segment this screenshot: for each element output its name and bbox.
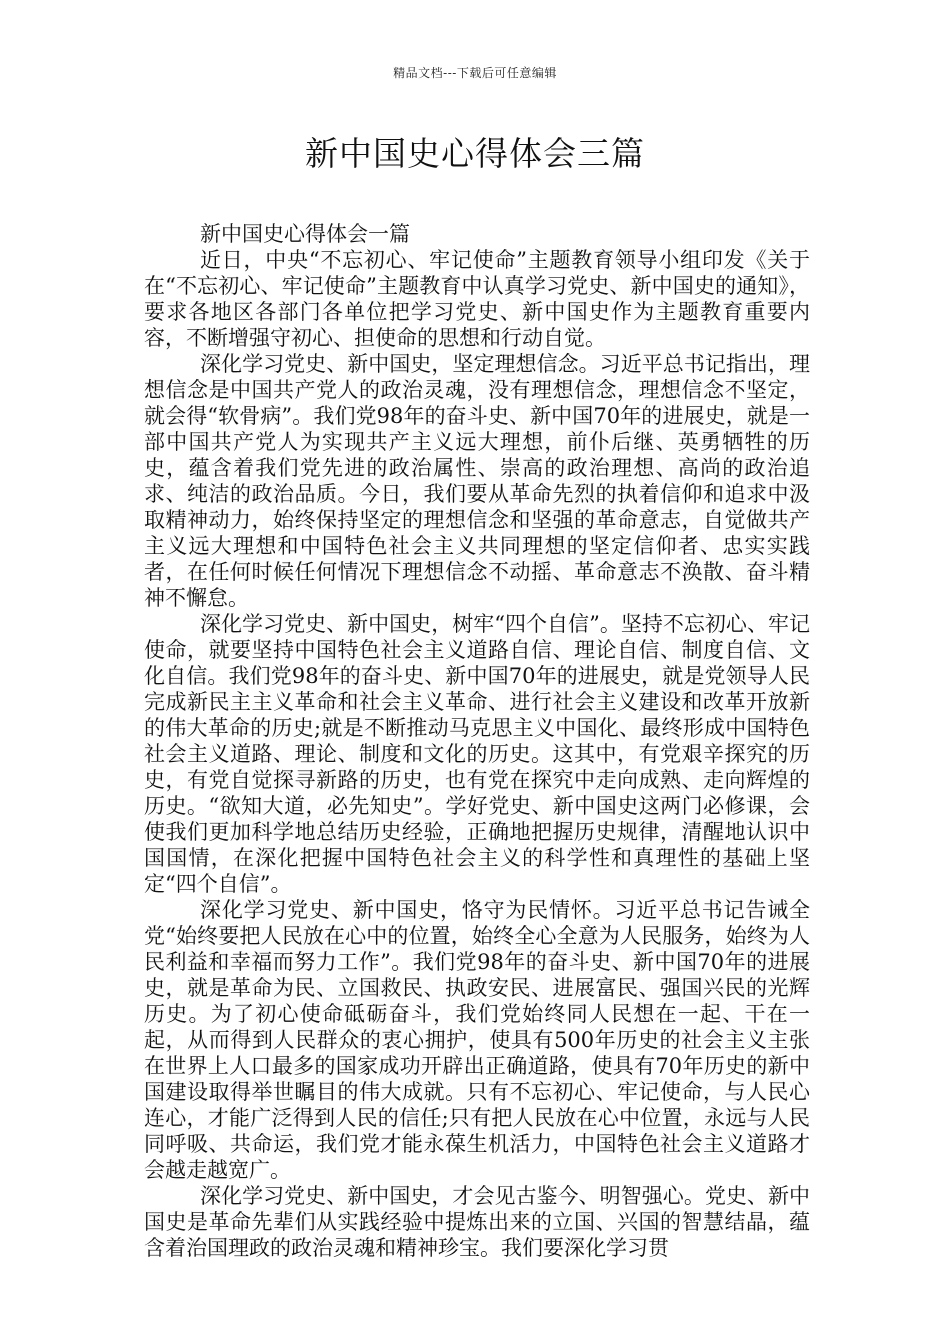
paragraph-history-wisdom: 深化学习党史、新中国史，才会见古鉴今、明智强心。党史、新中国史是革命先辈们从实践经验中提炼出来的立国、兴国的智慧结晶，蕴含着治国理政的政治灵魂和精神珍宝。我们要深化学习贯: [144, 1184, 810, 1260]
paragraph-four-confidences: 深化学习党史、新中国史，树牢“四个自信”。坚持不忘初心、牢记使命，就要坚持中国特色社会主义道路自信、理论自信、制度自信、文化自信。我们党98年的奋斗史、新中国70年的进展史，就是党领导人民完成新民主主义革命和社会主义革命、进行社会主义建设和改革开放新的伟大革命的历史;就是不断推动马克思主义中国化、最终形成中国特色社会主义道路、理论、制度和文化的历史。这其中，有党艰辛探究的历史，有党自觉探寻新路的历史，也有党在探究中走向成熟、走向辉煌的历史。“欲知大道，必先知史”。学好党史、新中国史这两门必修课，会使我们更加科学地总结历史经验，正确地把握历史规律，清醒地认识中国国情，在深化把握中国特色社会主义的科学性和真理性的基础上坚定“四个自信”。: [144, 612, 810, 896]
paragraph-ideals: 深化学习党史、新中国史，坚定理想信念。习近平总书记指出，理想信念是中国共产党人的政治灵魂，没有理想信念，理想信念不坚定，就会得“软骨病”。我们党98年的奋斗史、新中国70年的进展史，就是一部中国共产党人为实现共产主义远大理想，前仆后继、英勇牺牲的历史，蕴含着我们党先进的政治属性、崇高的政治理想、高尚的政治追求、纯洁的政治品质。今日，我们要从革命先烈的执着信仰和追求中汲取精神动力，始终保持坚定的理想信念和坚强的革命意志，自觉做共产主义远大理想和中国特色社会主义共同理想的坚定信仰者、忠实实践者，在任何时候任何情况下理想信念不动摇、革命意志不涣散、奋斗精神不懈怠。: [144, 352, 810, 610]
document-title: 新中国史心得体会三篇: [305, 134, 645, 173]
document-body: [144, 221, 810, 1261]
paragraph-intro: 近日，中央“不忘初心、牢记使命”主题教育领导小组印发《关于在“不忘初心、牢记使命”主题教育中认真学习党史、新中国史的通知》，要求各地区各部门各单位把学习党史、新中国史作为主题教育重要内容，不断增强守初心、担使命的思想和行动自觉。: [144, 248, 810, 350]
paragraph-people: 深化学习党史、新中国史，恪守为民情怀。习近平总书记告诫全党“始终要把人民放在心中的位置，始终全心全意为人民服务，始终为人民利益和幸福而努力工作”。我们党98年的奋斗史、新中国70年的进展史，就是革命为民、立国救民、执政安民、进展富民、强国兴民的光辉历史。为了初心使命砥砺奋斗，我们党始终同人民想在一起、干在一起，从而得到人民群众的衷心拥护，使具有500年历史的社会主义主张在世界上人口最多的国家成功开辟出正确道路，使具有70年历史的新中国建设取得举世瞩目的伟大成就。只有不忘初心、牢记使命，与人民心连心，才能广泛得到人民的信任;只有把人民放在心中位置，永远与人民同呼吸、共命运，我们党才能永葆生机活力，中国特色社会主义道路才会越走越宽广。: [144, 898, 810, 1182]
page-header-note: 精品文档---下载后可任意编辑: [393, 66, 557, 80]
section-heading: 新中国史心得体会一篇: [200, 222, 410, 246]
